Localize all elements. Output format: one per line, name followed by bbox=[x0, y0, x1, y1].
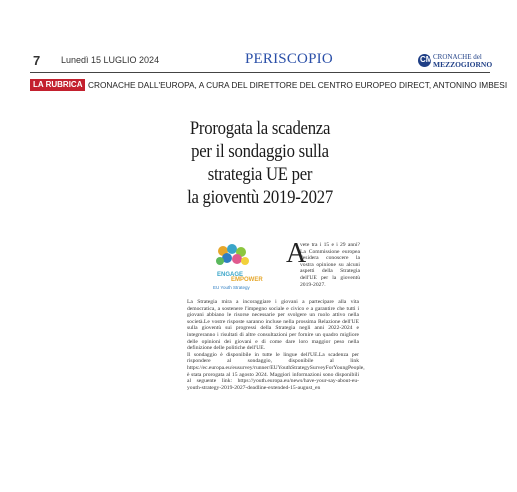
logo-mark-icon: CM bbox=[418, 54, 431, 67]
headline-line: la gioventù 2019-2027 bbox=[187, 187, 333, 208]
logo-line-1: CRONACHE del bbox=[433, 53, 482, 61]
headline-line: per il sondaggio sulla bbox=[191, 141, 329, 162]
article-body bbox=[187, 299, 365, 391]
section-title: PERISCOPIO bbox=[245, 51, 333, 67]
rubrica-text: CRONACHE DALL'EUROPA, A CURA DEL DIRETTORE DEL CENTRO EUROPEO DIRECT, ANTONINO IMBESI bbox=[88, 80, 508, 90]
drop-cap: A bbox=[286, 238, 307, 269]
issue-date: Lunedì 15 LUGLIO 2024 bbox=[61, 55, 160, 65]
svg-text:EU Youth Strategy: EU Youth Strategy bbox=[213, 285, 250, 290]
body-paragraph: La Strategia mira a incoraggiare i giovani a partecipare alla vita democratica, a sostenere l'impegno sociale e civico e a garantire che tutti i giovani abbiano le risorse necessarie per svolgere un ruolo attivo nella società.Le vostre risposte saranno incluse nella prossima Relazione dell'UE sulla gioventù sui progressi della Strategia negli anni 2022-2024 e integreranno i risultati di altre consultazioni per fornire un quadro migliore delle opinioni dei giovani e di come dare loro maggior peso nella definizione delle politiche dell'UE. bbox=[187, 299, 359, 352]
headline-line: strategia UE per bbox=[207, 164, 313, 185]
rubrica-tag: LA RUBRICA bbox=[30, 79, 85, 91]
svg-text:ENGAGE: ENGAGE bbox=[217, 272, 244, 278]
eu-youth-strategy-logo-image bbox=[187, 241, 280, 299]
article-intro: vete tra i 15 e i 29 anni? La Commissione europea desidera conoscere la vostra opinione su alcuni aspetti della Strategia dell'UE per la gioventù 2019-2027. bbox=[300, 242, 360, 288]
page-header bbox=[0, 50, 517, 72]
article-headline bbox=[160, 117, 360, 209]
body-paragraph: Il sondaggio è disponibile in tutte le lingue dell'UE.La scadenza per rispondere al sondaggio, disponibile al link https://ec.europa.eu/eusurvey/runner/EUYouthStrategySurveyForYoungPeople, è stata prorogata al 15 agosto 2024. Maggiori informazioni sono disponibili al seguente link: https://youth.europa.eu/news/have-your-say-about-eu-youth-strategy-2019-2027-deadline-extended-15-august_en bbox=[187, 351, 365, 391]
page-number: 7 bbox=[33, 53, 41, 68]
headline-line: Prorogata la scadenza bbox=[189, 118, 331, 139]
newspaper-logo bbox=[418, 53, 493, 69]
header-divider bbox=[30, 72, 490, 73]
svg-text:EMPOWER: EMPOWER bbox=[231, 277, 263, 283]
logo-line-2: MEZZOGIORNO bbox=[433, 60, 493, 69]
